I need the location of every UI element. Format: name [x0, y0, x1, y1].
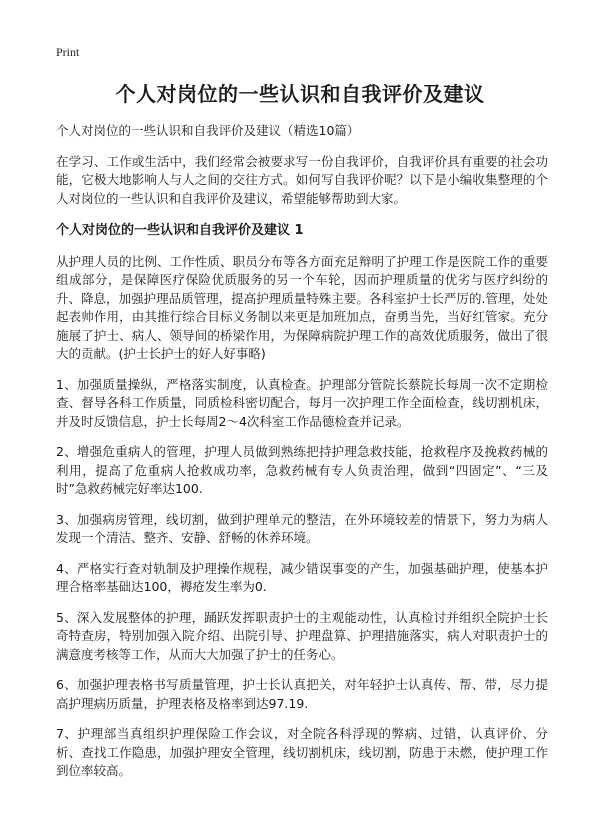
section-paragraph: 7、护理部当真组织护理保险工作会议，对全院各科浮现的弊病、过错，认真评价、分析、查找工作隐患，加强护理安全管理，线切割机床，线切割，防患于未燃，使护理工作到位率较高。	[56, 726, 548, 778]
section-heading: 个人对岗位的一些认识和自我评价及建议 1	[56, 223, 304, 238]
section-paragraph: 1、加强质量操纵，严格落实制度，认真检查。护理部分管院长蔡院长每周一次不定期检查、督导各科工作质量，同质检科密切配合，每月一次护理工作全面检查，线切割机床，并及时反馈信息，护士长每周2～4次科室工作品德检查并记录。	[56, 376, 548, 429]
section-paragraph: 4、严格实行查对轨制及护理操作规程，减少错误事变的产生，加强基础护理，使基本护理合格率基础达100，褥疮发生率为0.	[56, 560, 548, 594]
print-link[interactable]: Print	[56, 45, 80, 59]
section-paragraph: 5、深入发展整体的护理，踊跃发挥职责护士的主观能动性，认真检讨并组织全院护士长奇特查房，特别加强入院介绍、出院引导、护理盘算、护理措施落实，病人对职责护士的满意度考核等工作，从而大大加强了护士的任务心。	[56, 609, 548, 662]
section-paragraph: 从护理人员的比例、工作性质、职员分布等各方面充足辩明了护理工作是医院工作的重要组成部分，是保障医疗保险优质服务的另一个车轮，因而护理质量的优劣与医疗纠纷的升、降息，加强护理品质管理，提高护理质量特殊主要。各科室护士长严厉的.管理，处处起表帅作用，由其推行综合目标义务制以来更是加班加点，奋勇当先，当好红管家。充分施展了护士、病人、领导间的桥梁作用，为保障病院护理工作的高效优质服务，做出了很大的贡献。(护士长护士的好人好事略)	[56, 253, 548, 361]
document-subtitle: 个人对岗位的一些认识和自我评价及建议（精选10篇）	[56, 123, 360, 138]
page-title: 个人对岗位的一些认识和自我评价及建议	[115, 82, 485, 106]
section-paragraph: 2、增强危重病人的管理，护理人员做到熟练把持护理急救技能，抢救程序及挽救药械的利用，提高了危重病人抢救成功率，急救药械有专人负责治理，做到“四固定”、“三及时”急救药械完好率达100.	[56, 444, 548, 496]
section-paragraph: 3、加强病房管理，线切割，做到护理单元的整洁，在外环境较差的情景下，努力为病人发现一个清洁、整齐、安静、舒畅的休养环境。	[56, 511, 548, 545]
intro-paragraph: 在学习、工作或生活中，我们经常会被要求写一份自我评价，自我评价具有重要的社会功能，它极大地影响人与人之间的交往方式。如何写自我评价呢？以下是小编收集整理的个人对岗位的一些认识和自我评价及建议，希望能够帮助到大家。	[56, 153, 548, 206]
document-body	[56, 122, 548, 793]
section-paragraph: 6、加强护理表格书写质量管理，护士长认真把关，对年轻护士认真传、帮、带，尽力提高护理病历质量，护理表格及格率到达97.19.	[56, 677, 548, 711]
